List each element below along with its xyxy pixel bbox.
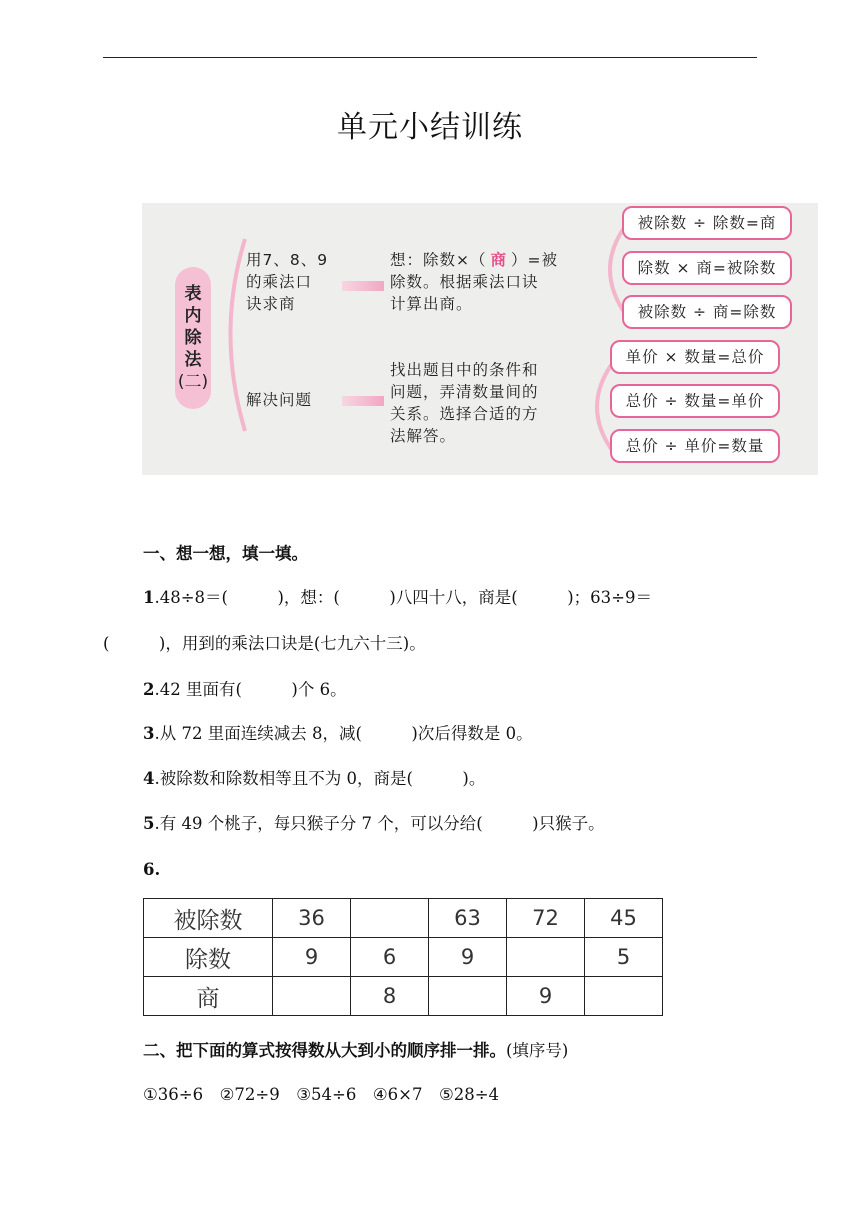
branch1-label [246,249,328,315]
table-cell: 36 [273,899,351,938]
center-char: 法 [184,350,202,370]
question-number: 3 [143,724,155,743]
question-6-number: 6. [143,860,161,879]
question-1-line1 [143,586,652,610]
formula-box: 除数 × 商=被除数 [622,251,792,285]
question-number: 5 [143,814,155,833]
section2-heading-note: (填序号) [506,1041,569,1060]
table-row [144,938,663,977]
section2-heading [143,1039,568,1063]
branch1-text-suffix: ）=被 [511,251,559,269]
question-text: .48÷8＝( )，想：( )八四十八，商是( )；63÷9＝ [154,588,652,607]
branch1-label-line: 用7、8、9 [246,251,329,269]
branch2-label: 解决问题 [246,391,313,409]
branch1-explanation-line [390,249,558,271]
formula-box: 总价 ÷ 单价=数量 [610,429,780,463]
question-3 [143,722,533,746]
question-2 [143,678,347,702]
center-topic [175,267,211,409]
branch1-label-line: 诀求商 [246,295,296,313]
branch1-explanation [390,249,558,315]
center-char: 除 [184,328,202,348]
center-char: (二) [177,372,209,392]
question-number: 4 [143,769,155,788]
branch2-explanation [390,359,539,447]
question-text: .42 里面有( )个 6。 [154,680,347,699]
page-title: 单元小结训练 [337,110,523,145]
table-header-cell: 被除数 [144,899,273,938]
table-cell: 9 [273,938,351,977]
table-header-cell: 除数 [144,938,273,977]
question-text: .被除数和除数相等且不为 0，商是( )。 [154,769,486,788]
table-cell[interactable] [585,977,663,1016]
section2-heading-text: 二、把下面的算式按得数从大到小的顺序排一排。 [143,1041,506,1060]
branch2-explanation-line: 法解答。 [390,427,457,445]
branch1-text-prefix: 想：除数×（ [390,251,487,269]
formula-box: 被除数 ÷ 除数=商 [622,206,792,240]
question-text: .有 49 个桃子，每只猴子分 7 个，可以分给( )只猴子。 [154,814,605,833]
table-cell: 9 [507,977,585,1016]
table-cell: 45 [585,899,663,938]
center-char: 内 [184,306,202,326]
table-cell[interactable] [429,977,507,1016]
branch2-explanation-line: 找出题目中的条件和 [390,361,539,379]
table-cell[interactable] [273,977,351,1016]
branch2-explanation-line: 问题，弄清数量间的 [390,383,539,401]
concept-map [142,203,818,475]
table-header-cell: 商 [144,977,273,1016]
branch2-arrow [342,396,384,406]
formula-box: 被除数 ÷ 商=除数 [622,295,792,329]
branch1-explanation-line: 除数。根据乘法口诀 [390,273,539,291]
table-cell[interactable] [351,899,429,938]
table-cell: 9 [429,938,507,977]
question-number: 1 [143,588,155,607]
center-char: 表 [184,284,202,304]
branch1-explanation-line: 计算出商。 [390,295,473,313]
question-text: .从 72 里面连续减去 8，减( )次后得数是 0。 [154,724,533,743]
formula-box: 单价 × 数量=总价 [610,340,780,374]
table-cell: 72 [507,899,585,938]
table-row [144,899,663,938]
shang-highlight: 商 [490,251,508,269]
section2-expressions: ①36÷6 ②72÷9 ③54÷6 ④6×7 ⑤28÷4 [143,1085,500,1104]
question-5 [143,812,605,836]
section1-heading: 一、想一想，填一填。 [143,544,308,563]
top-rule [103,57,757,58]
branch1-label-line: 的乘法口 [246,273,313,291]
branch2-explanation-line: 关系。选择合适的方 [390,405,539,423]
table-cell: 63 [429,899,507,938]
table-cell[interactable] [507,938,585,977]
table-cell: 8 [351,977,429,1016]
question-1-line2: ( )，用到的乘法口诀是(七九六十三)。 [103,634,426,653]
table-cell: 6 [351,938,429,977]
question-4 [143,767,485,791]
question-number: 2 [143,680,155,699]
table-cell: 5 [585,938,663,977]
formula-box: 总价 ÷ 数量=单价 [610,384,780,418]
division-table [143,898,663,1016]
table-row [144,977,663,1016]
branch1-arrow [342,281,384,291]
